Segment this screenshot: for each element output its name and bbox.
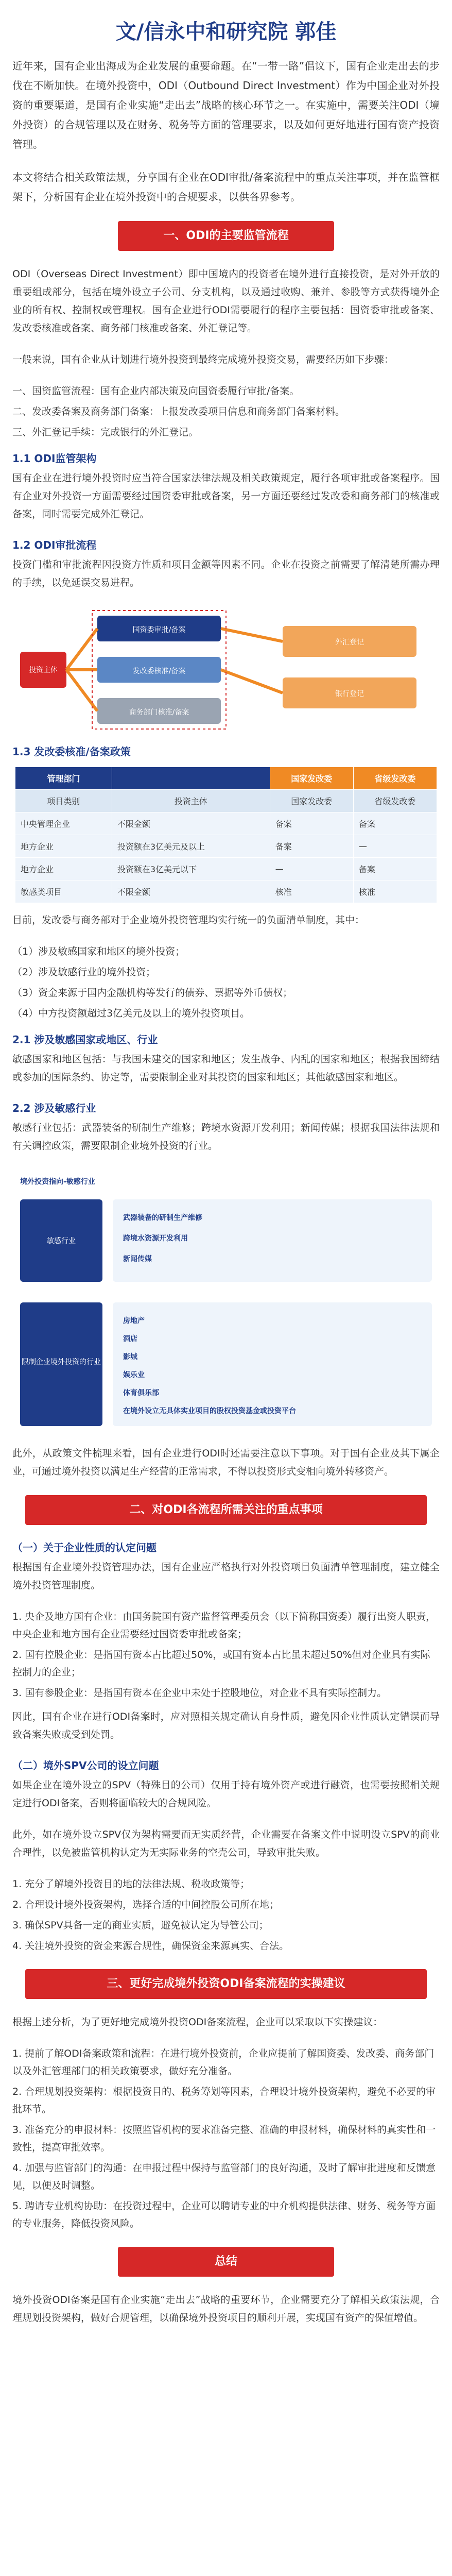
sensitive-industry-svg [15,1168,437,1436]
list-item: 2. 合理设计境外投资架构，选择合适的中间控股公司所在地； [12,1899,280,1910]
forex-label: 外汇登记 [335,638,364,647]
subtitle-2-2: 2.2 涉及敏感行业 [12,1102,96,1114]
table-cell: 敏感类项目 [15,880,112,903]
intro-paragraph-1: 近年来，国有企业出海成为企业发展的重要命题。在“一带一路”倡议下，国有企业走出去的步伐在不断加快。在境外投资中，ODI（Outbound Direct Investment）作为中国企业对外投资的重要渠道，是国有企业实施“走出去”战略的核心环节之一。在实施中，需要关注ODI（境外投资）的合规管理以及在财务、税务等方面的管理要求，以及如何更好地进行国有资产投资管理。 [12,60,440,150]
figure-sensitive-industry [15,1168,437,1436]
step-item: 一、国资监管流程：国有企业内部决策及向国资委履行审批/备案。 [12,385,300,397]
summary-paragraph: 境外投资ODI备案是国有企业实施“走出去”战略的重要环节，企业需要充分了解相关政策法规，合理规划投资架构，做好合规管理，以确保境外投资项目的顺利开展，实现国有资产的保值增值。 [12,2294,440,2324]
paragraph-2-1: 敏感国家和地区包括：与我国未建交的国家和地区；发生战争、内乱的国家和地区；根据我国缔结或参加的国际条约、协定等，需要限制企业对其投资的国家和地区；其他敏感国家和地区。 [12,1054,440,1083]
paragraph-fig2: 此外，从政策文件梳理来看，国有企业进行ODI时还需要注意以下事项。对于国有企业及其下属企业，可通过境外投资以满足生产经营的正常需求，不得以投资形式变相向境外转移资产。 [12,1448,440,1477]
ndrc-policy-table [15,767,437,903]
table-cell: — [270,858,353,880]
list-item: 1. 充分了解境外投资目的地的法律法规、税收政策等； [12,1878,250,1890]
table-header-cell: 国家发改委 [270,767,353,790]
table-cell: 不限金额 [112,880,270,903]
table-cell: 地方企业 [15,858,112,880]
list-item: 4. 关注境外投资的资金来源合规性，确保资金来源真实、合法。 [12,1940,289,1952]
table-cell: 不限金额 [112,812,270,835]
section1-intro-steps: 一般来说，国有企业从计划进行境外投资到最终完成境外投资交易，需要经历如下步骤： [12,354,394,365]
table-row [15,812,437,835]
step-item: 二、发改委备案及商务部门备案：上报发改委项目信息和商务部门备案材料。 [12,406,345,417]
paragraph-2-2: 敏感行业包括：武器装备的研制生产维修；跨境水资源开发利用；新闻传媒；根据我国法律法规和有关调控政策，需要限制企业境外投资的行业。 [12,1122,440,1151]
fig2-row1-item: 新闻传媒 [123,1255,152,1263]
list-item: 5. 聘请专业机构协助：在投资过程中，企业可以聘请专业的中介机构提供法律、财务、税务等方面的专业服务，降低投资风险。 [12,2200,436,2229]
list-item: 3. 准备充分的申报材料：按照监管机构的要求准备完整、准确的申报材料，确保材料的真实性和一致性，提高审批效率。 [12,2124,436,2153]
fig2-row2-item: 影城 [123,1353,137,1361]
list-item: （4）中方投资额超过3亿美元及以上的境外投资项目。 [12,1008,250,1019]
ndrc-list [12,943,440,1022]
fig2-row1-left-label: 敏感行业 [47,1237,76,1245]
list-item: 4. 加强与监管部门的沟通：在申报过程中保持与监管部门的良好沟通，及时了解审批进度和反馈意见，以便及时调整。 [12,2162,436,2191]
table-header-cell: 管理部门 [15,767,112,790]
fig2-row2-item: 房地产 [123,1317,145,1325]
fig2-row2-item: 娱乐业 [123,1371,145,1379]
table-cell: 项目类别 [15,790,112,812]
subtitle-1-3: 1.3 发改委核准/备案政策 [12,745,131,758]
list-item: （2）涉及敏感行业的境外投资； [12,967,156,978]
table-header-cell [112,767,270,790]
article-title: 文/信永中和研究院 郭佳 [115,20,337,44]
paragraph-2a-2: 因此，国有企业在进行ODI备案时，应对照相关规定确认自身性质，避免因企业性质认定错误而导致备案失败或受到处罚。 [12,1711,440,1740]
table-cell: 投资额在3亿美元及以上 [112,835,270,858]
arrow-to-bank [221,670,283,693]
list-item: 1. 央企及地方国有企业：由国务院国有资产监督管理委员会（以下简称国资委）履行出资人职责，中央企业和地方国有企业需要经过国资委审批或备案； [12,1611,436,1640]
table-cell: 备案 [353,812,437,835]
list-item: 2. 国有控股企业：是指国有资本占比超过50%，或国有资本占比虽未超过50%但对企业具有实际控制力的企业； [12,1649,430,1678]
paragraph-1-1: 国有企业在进行境外投资时应当符合国家法律法规及相关政策规定，履行各项审批或备案程序。国有企业对外投资一方面需要经过国资委审批或备案，另一方面还要经过发改委和商务部门的核准或备案，同时需要完成外汇登记。 [12,472,440,520]
bank-label: 银行登记 [335,690,364,698]
list-item: 2. 合理规划投资架构：根据投资目的、税务筹划等因素，合理设计境外投资架构，避免不必要的审批环节。 [12,2086,436,2115]
paragraph-3: 根据上述分析，为了更好地完成境外投资ODI备案流程，企业可以采取以下实操建议： [12,2016,383,2028]
table-row [15,835,437,858]
section-banner-3: 三、更好完成境外投资ODI备案流程的实操建议 [25,1969,427,1999]
table-cell: 投资主体 [112,790,270,812]
table-cell: 省级发改委 [353,790,437,812]
list-3 [12,2045,440,2232]
table-header-cell: 省级发改委 [353,767,437,790]
arrow-to-forex [221,629,283,641]
paragraph-2a-1: 根据国有企业境外投资管理办法，国有企业应严格执行对外投资项目负面清单管理制度，建立健全境外投资管理制度。 [12,1562,440,1591]
table-row [15,790,437,812]
table-cell: 备案 [353,858,437,880]
mofcom-label: 商务部门核准/备案 [129,708,189,717]
list-item: 3. 确保SPV具备一定的商业实质，避免被认定为导管公司； [12,1920,269,1931]
intro-paragraph-2: 本文将结合相关政策法规，分享国有企业在ODI审批/备案流程中的重点关注事项，并在监管框架下，分析国有企业在境外投资中的合规要求，以供各界参考。 [12,171,440,203]
fig2-row2-item: 体育俱乐部 [123,1389,159,1397]
list-item: 3. 国有参股企业：是指国有资本在企业中未处于控股地位，对企业不具有实际控制力。 [12,1687,387,1699]
summary-banner: 总结 [118,2247,334,2277]
table-cell: 核准 [270,880,353,903]
fig2-row2-item: 在境外设立无具体实业项目的股权投资基金或投资平台 [123,1407,296,1415]
odi-process-svg [15,605,437,734]
fig2-row1-item: 武器装备的研制生产维修 [123,1214,202,1222]
table-cell: 备案 [270,835,353,858]
paragraph-2b-2: 此外，如在境外设立SPV仅为架构需要而无实质经营，企业需要在备案文件中说明设立SPV的商业合理性，以免被监管机构认定为无实际业务的空壳公司，导致审批失败。 [12,1829,440,1858]
list-item: （3）资金来源于国内金融机构等发行的债券、票据等外币债权； [12,987,293,998]
section-banner-1: 一、ODI的主要监管流程 [118,221,334,251]
list-item: （1）涉及敏感国家和地区的境外投资； [12,946,185,957]
section1-text: ODI（Overseas Direct Investment）即中国境内的投资者在境外进行直接投资，是对外开放的重要组成部分，包括在境外设立子公司、分支机构，以及通过收购、兼并、参股等方式获得境外企业的所有权、控制权或管理权。国有企业进行ODI需要履行的程序主要包括：国资委审批或备案、发改委核准或备案、商务部门核准或备案、外汇登记等。 [12,268,440,334]
table-cell: 中央管理企业 [15,812,112,835]
paragraph-1-2: 投资门槛和审批流程因投资方性质和项目金额等因素不同。企业在投资之前需要了解清楚所需办理的手续，以免延误交易进程。 [12,559,440,588]
steps-list [12,382,440,441]
table-note: 目前，发改委与商务部对于企业境外投资管理均实行统一的负面清单制度，其中： [12,914,365,926]
table-row [15,880,437,903]
fig2-row1-item: 跨境水资源开发利用 [123,1234,188,1243]
table-cell: 核准 [353,880,437,903]
sasac-label: 国资委审批/备案 [132,626,186,634]
paragraph-2b-1: 如果企业在境外设立的SPV（特殊目的公司）仅用于持有境外资产或进行融资，也需要按照相关规定进行ODI备案，否则将面临较大的合规风险。 [12,1780,440,1809]
table-cell: 地方企业 [15,835,112,858]
subtitle-2b: （二）境外SPV公司的设立问题 [12,1759,159,1772]
subtitle-2-1: 2.1 涉及敏感国家或地区、行业 [12,1033,158,1046]
list-item: 1. 提前了解ODI备案政策和流程：在进行境外投资前，企业应提前了解国资委、发改委、商务部门以及外汇管理部门的相关政策要求，做好充分准备。 [12,2048,434,2077]
ndrc-label: 发改委核准/备案 [132,667,186,675]
figure-odi-process [15,605,437,734]
investor-label: 投资主体 [29,666,58,674]
table-cell: — [353,835,437,858]
table-row [15,858,437,880]
subtitle-2a: （一）关于企业性质的认定问题 [12,1541,157,1554]
table-cell: 投资额在3亿美元以下 [112,858,270,880]
list-2b [12,1875,440,1955]
list-2a [12,1608,440,1702]
fig2-title: 境外投资指向-敏感行业 [20,1178,95,1186]
fig2-row2-left-label: 限制企业境外投资的行业 [22,1358,101,1366]
table-cell: 备案 [270,812,353,835]
subtitle-1-2: 1.2 ODI审批流程 [12,539,97,551]
step-item: 三、外汇登记手续：完成银行的外汇登记。 [12,427,199,438]
table-cell: 国家发改委 [270,790,353,812]
section-banner-2: 二、对ODI各流程所需关注的重点事项 [25,1495,427,1525]
fig2-row2-item: 酒店 [123,1335,137,1343]
subtitle-1-1: 1.1 ODI监管架构 [12,452,97,465]
table-header-row [15,767,437,790]
